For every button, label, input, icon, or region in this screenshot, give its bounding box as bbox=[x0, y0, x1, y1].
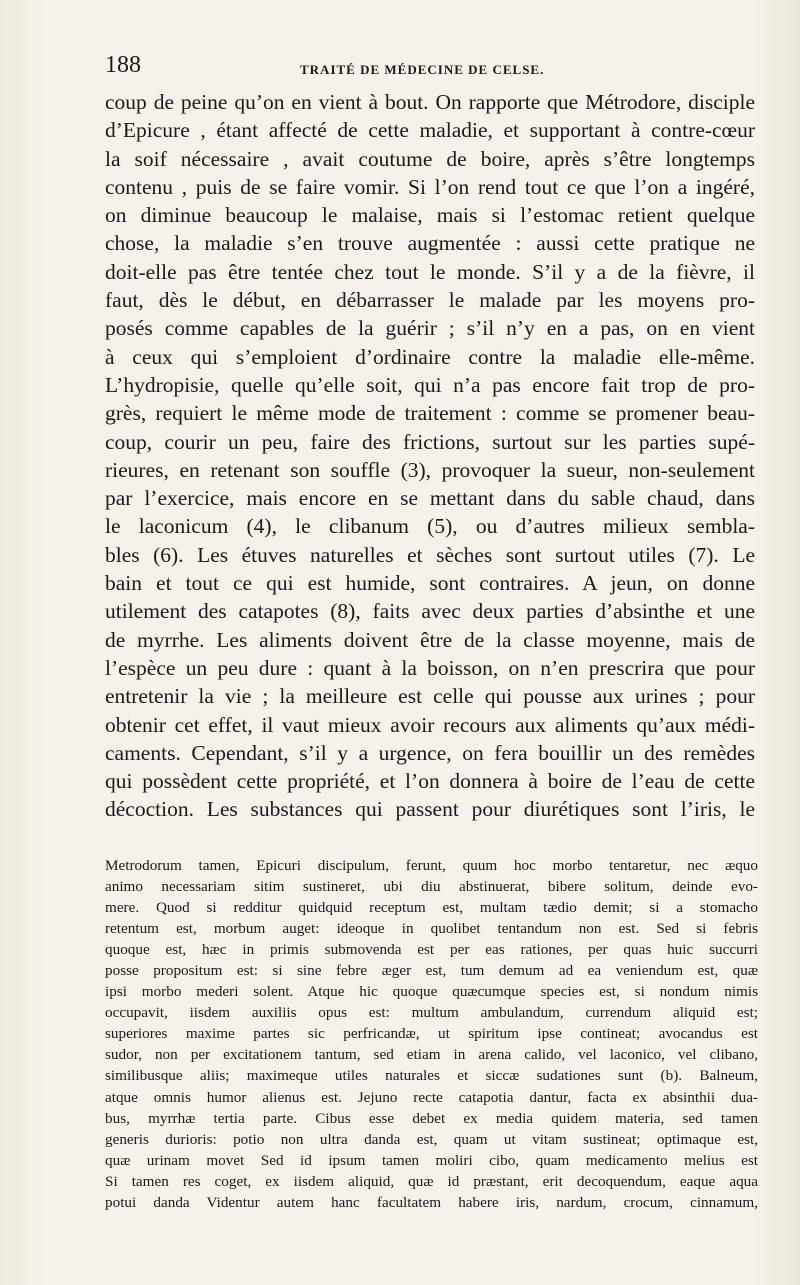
footnote-line: posse propositum est: si sine febre æger est, tum demum ad ea veniendum est, quæ bbox=[105, 962, 758, 980]
footnote-line: Metrodorum tamen, Epicuri discipulum, ferunt, quum hoc morbo tentaretur, nec æquo bbox=[105, 857, 758, 874]
text-line: obtenir cet effet, il vaut mieux avoir recours aux aliments qu’aux médi- bbox=[105, 712, 755, 737]
text-line: de myrrhe. Les aliments doivent être de la classe moyenne, mais de bbox=[105, 627, 755, 652]
text-line: bles (6). Les étuves naturelles et sèches sont surtout utiles (7). Le bbox=[105, 542, 755, 567]
text-line: utilement des catapotes (8), faits avec deux parties d’absinthe et une bbox=[105, 599, 755, 624]
footnote-line: atque omnis humor alienus est. Jejuno recte catapotia dantur, facta ex absinthii dua- bbox=[105, 1088, 758, 1106]
text-line: grès, requiert le même mode de traitement : comme se promener beau- bbox=[105, 401, 755, 426]
text-line: caments. Cependant, s’il y a urgence, on fera bouillir un des remèdes bbox=[105, 740, 755, 765]
text-line: entretenir la vie ; la meilleure est celle qui pousse aux urines ; pour bbox=[105, 684, 755, 709]
text-line: décoction. Les substances qui passent pour diurétiques sont l’iris, le bbox=[105, 797, 755, 822]
text-line: chose, la maladie s’en trouve augmentée : aussi cette pratique ne bbox=[105, 231, 755, 256]
page-header bbox=[105, 52, 760, 82]
text-line: par l’exercice, mais encore en se mettant dans du sable chaud, dans bbox=[105, 486, 755, 511]
text-line: faut, dès le début, en débarrasser le malade par les moyens pro- bbox=[105, 288, 755, 313]
footnote-line: retentum est, morbum auget: ideoque in quolibet tentandum non est. Sed si febris bbox=[105, 920, 758, 938]
text-line: bain et tout ce qui est humide, sont contraires. A jeun, on donne bbox=[105, 571, 755, 596]
text-line: L’hydropisie, quelle qu’elle soit, qui n’a pas encore fait trop de pro- bbox=[105, 372, 755, 397]
footnote-line: quæ urinam movet Sed id ipsum tamen moliri cibo, quam medicamento melius est bbox=[105, 1151, 758, 1169]
text-line: coup, courir un peu, faire des frictions, surtout sur les parties supé- bbox=[105, 429, 755, 454]
latin-footnote-block bbox=[105, 855, 758, 1213]
footnote-line: generis durioris: potio non ultra danda est, quam ut vitam sustineat; optimaque est, bbox=[105, 1130, 758, 1148]
text-line: rieures, en retenant son souffle (3), provoquer la sueur, non-seulement bbox=[105, 457, 755, 482]
text-line: coup de peine qu’on en vient à bout. On rapporte que Métrodore, disciple bbox=[105, 90, 755, 114]
text-line: d’Epicure , étant affecté de cette maladie, et supportant à contre-cœur bbox=[105, 118, 755, 143]
footnote-line: quoque est, hæc in primis submovenda est per eas rationes, per quas huic succurri bbox=[105, 941, 758, 959]
main-text-block bbox=[105, 88, 755, 824]
page-number: 188 bbox=[105, 52, 141, 78]
footnote-line: mere. Quod si redditur quidquid receptum est, multam tædio demit; si a stomacho bbox=[105, 899, 758, 917]
text-line: à ceux qui s’emploient d’ordinaire contre la maladie elle-même. bbox=[105, 344, 755, 369]
text-line: posés comme capables de la guérir ; s’il n’y en a pas, on en vient bbox=[105, 316, 755, 341]
text-line: le laconicum (4), le clibanum (5), ou d’autres milieux sembla- bbox=[105, 514, 755, 539]
text-line: l’espèce un peu dure : quant à la boisson, on n’en prescrira que pour bbox=[105, 655, 755, 680]
running-title: TRAITÉ DE MÉDECINE DE CELSE. bbox=[300, 62, 545, 77]
footnote-line: sudor, non per excitationem tantum, sed etiam in arena calido, vel laconico, vel clibano, bbox=[105, 1046, 758, 1064]
footnote-line: occupavit, iisdem auxiliis opus est: multum ambulandum, currendum aliquid est; bbox=[105, 1004, 758, 1022]
footnote-line: similibusque aliis; maximeque utiles naturales et siccæ sudationes sunt (b). Balneum, bbox=[105, 1067, 758, 1085]
text-line: contenu , puis de se faire vomir. Si l’on rend tout ce que l’on a ingéré, bbox=[105, 174, 755, 199]
footnote-line: bus, myrrhæ tertia parte. Cibus esse debet ex media quidem materia, sed tamen bbox=[105, 1109, 758, 1127]
text-line: la soif nécessaire , avait coutume de boire, après s’être longtemps bbox=[105, 146, 755, 171]
text-line: doit-elle pas être tentée chez tout le monde. S’il y a de la fièvre, il bbox=[105, 259, 755, 284]
footnote-line: Si tamen res coget, ex iisdem aliquid, quæ id præstant, erit decoquendum, eaque aqua bbox=[105, 1172, 758, 1190]
footnote-line: ipsi morbo mederi solent. Atque hic quoque quæcumque species est, si nondum nimis bbox=[105, 983, 758, 1001]
footnote-line: superiores maxime partes sic perfricandæ, ut spiritum ipse contineat; avocandus est bbox=[105, 1025, 758, 1043]
text-line: qui possèdent cette propriété, et l’on donnera à boire de l’eau de cette bbox=[105, 769, 755, 794]
text-line: on diminue beaucoup le malaise, mais si l’estomac retient quelque bbox=[105, 203, 755, 228]
footnote-line: animo necessariam sitim sustineret, ubi diu abstinuerat, bibere solitum, deinde evo- bbox=[105, 878, 758, 896]
footnote-line: potui danda Videntur autem hanc facultatem habere iris, nardum, crocum, cinnamum, bbox=[105, 1193, 758, 1211]
